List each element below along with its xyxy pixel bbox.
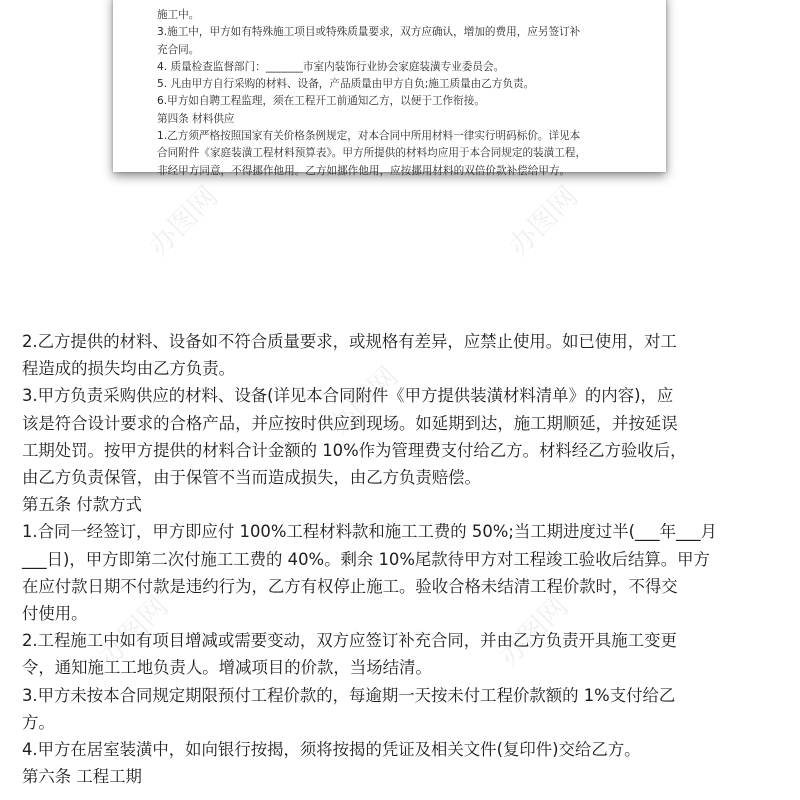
watermark: 办图网 — [91, 589, 175, 673]
preview-line: 非经甲方同意，不得挪作他用。乙方如挪作他用，应按挪用材料的双倍价款补偿给甲方。 — [157, 164, 571, 177]
preview-line: 4. 质量检查监督部门：_______市室内装饰行业协会家庭装潢专业委员会。 — [157, 60, 505, 73]
preview-line: 5. 凡由甲方自行采购的材料、设备，产品质量由甲方自负;施工质量由乙方负责。 — [157, 78, 535, 91]
body-line: 付使用。 — [22, 604, 88, 624]
body-line: 令，通知施工工地负责人。增减项目的价款，当场结清。 — [22, 658, 432, 678]
section-heading: 第六条 工程工期 — [22, 767, 142, 787]
body-line: 3.甲方负责采购供应的材料、设备(详见本合同附件《甲方提供装潢材料清单》的内容)，应 — [22, 386, 674, 406]
preview-section-heading: 第四条 材料供应 — [157, 112, 235, 125]
preview-line: 充合同。 — [157, 43, 200, 56]
preview-line: 6.甲方如自聘工程监理，须在工程开工前通知乙方，以便于工作衔接。 — [157, 95, 485, 108]
watermark: 办图网 — [491, 589, 575, 673]
body-line: 4.甲方在居室装潢中，如向银行按揭，须将按揭的凭证及相关文件(复印件)交给乙方。 — [22, 740, 641, 760]
body-line: 该是符合设计要求的合格产品，并应按时供应到现场。如延期到达，施工期顺延，并按延误 — [22, 413, 678, 433]
preview-line: 施工中。 — [157, 9, 200, 21]
body-line: ___日)，甲方即第二次付施工工费的 40%。剩余 10%尾款待甲方对工程竣工验收后结算。甲方 — [22, 549, 710, 569]
document-preview-area — [0, 0, 800, 300]
section-heading: 第五条 付款方式 — [22, 495, 142, 515]
body-line: 在应付款日期不付款是违约行为，乙方有权停止施工。验收合格未结清工程价款时，不得交 — [22, 576, 678, 596]
body-line: 1.合同一经签订，甲方即应付 100%工程材料款和施工工费的 50%;当工期进度过半(___年___月 — [22, 522, 717, 542]
body-line: 由乙方负责保管，由于保管不当而造成损失，由乙方负责赔偿。 — [22, 468, 481, 488]
body-line: 2.工程施工中如有项目增减或需要变动，双方应签订补充合同，并由乙方负责开具施工变更 — [22, 631, 677, 651]
body-line: 方。 — [22, 712, 55, 732]
body-line: 程造成的损失均由乙方负责。 — [22, 359, 236, 379]
document-preview-page — [113, 0, 666, 177]
preview-line: 1.乙方须严格按照国家有关价格条例规定，对本合同中所用材料一律实行明码标价。详见本 — [157, 130, 581, 143]
body-line: 3.甲方未按本合同规定期限预付工程价款的，每逾期一天按未付工程价款额的 1%支付给乙 — [22, 685, 676, 705]
body-line: 工期处罚。按甲方提供的材料合计金额的 10%作为管理费支付给乙方。材料经乙方验收后， — [22, 440, 687, 460]
preview-line: 合同附件《家庭装潢工程材料预算表》。甲方所提供的材料均应用于本合同规定的装潢工程， — [157, 147, 587, 160]
preview-line: 3.施工中，甲方如有特殊施工项目或特殊质量要求，双方应确认，增加的费用，应另签订补 — [157, 26, 581, 39]
body-line: 2.乙方提供的材料、设备如不符合质量要求，或规格有差异，应禁止使用。如已使用，对工 — [22, 332, 677, 351]
document-body — [22, 328, 782, 790]
watermark: 办图网 — [321, 359, 405, 443]
